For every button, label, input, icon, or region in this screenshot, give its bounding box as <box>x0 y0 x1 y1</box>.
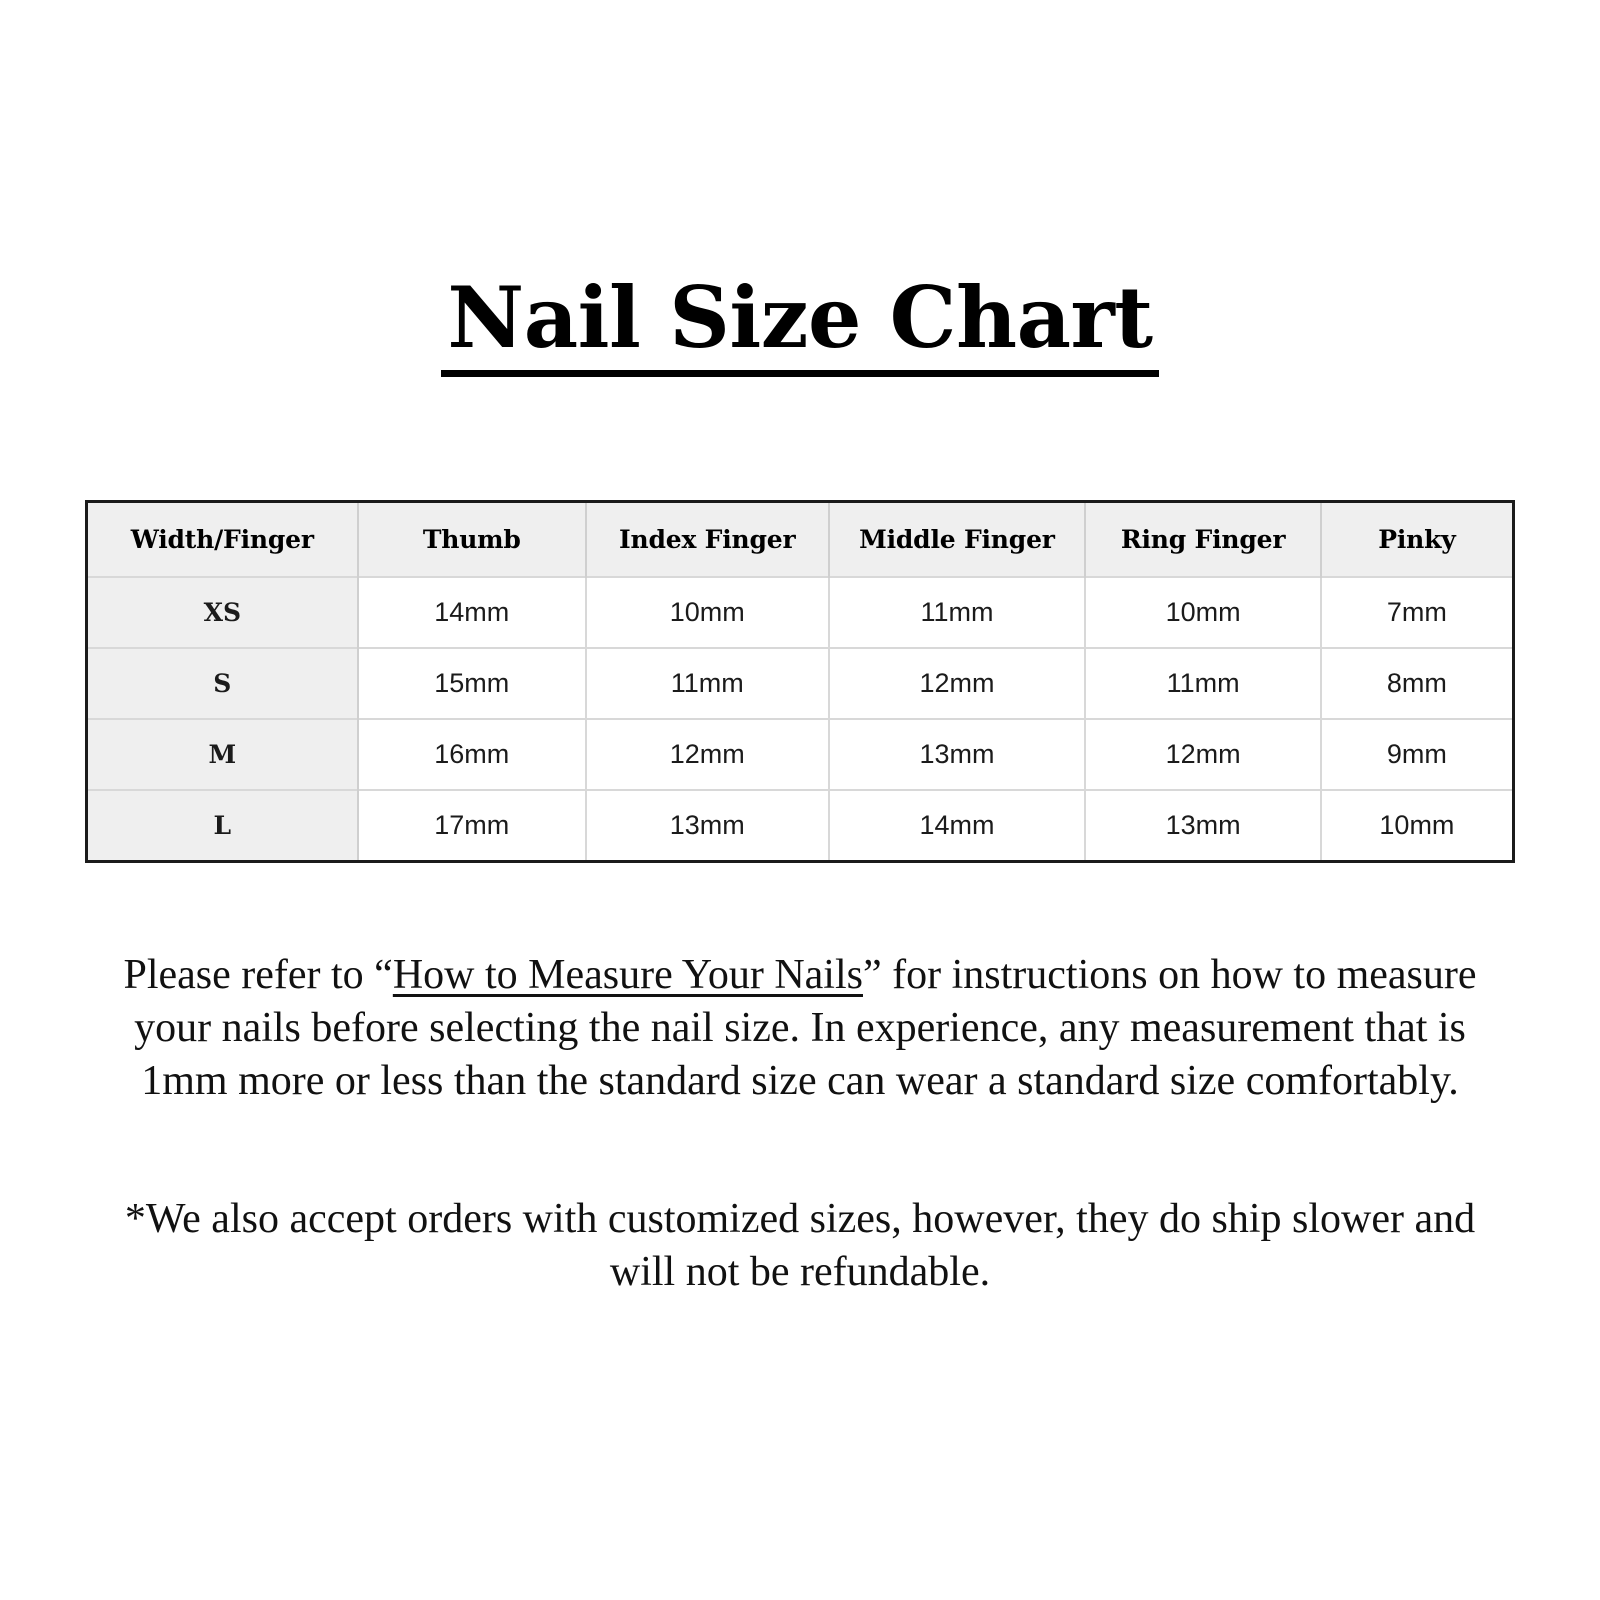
cell-size: L <box>87 790 358 862</box>
notes-section <box>120 949 1480 1300</box>
cell-thumb: 17mm <box>358 790 586 862</box>
table-row <box>87 719 1514 790</box>
column-header-width-finger: Width/Finger <box>87 501 358 577</box>
note-text-after: ” for instructions on how to measure your nails before selecting the nail size. In experience, any measurement that is 1mm more or less than the standard size can wear a standard size comfortably. <box>134 951 1477 1105</box>
column-header-thumb: Thumb <box>358 501 586 577</box>
cell-size: XS <box>87 577 358 648</box>
cell-thumb: 14mm <box>358 577 586 648</box>
table-header-row <box>87 501 1514 577</box>
cell-size: S <box>87 648 358 719</box>
cell-index: 11mm <box>586 648 829 719</box>
cell-thumb: 15mm <box>358 648 586 719</box>
cell-ring: 11mm <box>1085 648 1320 719</box>
column-header-pinky: Pinky <box>1321 501 1514 577</box>
note-text-before: Please refer to “ <box>123 951 393 998</box>
cell-index: 10mm <box>586 577 829 648</box>
cell-size: M <box>87 719 358 790</box>
cell-ring: 12mm <box>1085 719 1320 790</box>
note-measure-instructions <box>120 949 1480 1109</box>
table-row <box>87 577 1514 648</box>
cell-middle: 14mm <box>829 790 1086 862</box>
cell-middle: 11mm <box>829 577 1086 648</box>
cell-index: 12mm <box>586 719 829 790</box>
cell-middle: 13mm <box>829 719 1086 790</box>
cell-thumb: 16mm <box>358 719 586 790</box>
cell-pinky: 8mm <box>1321 648 1514 719</box>
size-table-container <box>85 500 1515 863</box>
note-custom-sizes: *We also accept orders with customized sizes, however, they do ship slower and will not be refundable. <box>124 1195 1476 1296</box>
column-header-index-finger: Index Finger <box>586 501 829 577</box>
table-row <box>87 790 1514 862</box>
cell-pinky: 9mm <box>1321 719 1514 790</box>
column-header-middle-finger: Middle Finger <box>829 501 1086 577</box>
cell-ring: 13mm <box>1085 790 1320 862</box>
cell-middle: 12mm <box>829 648 1086 719</box>
cell-pinky: 7mm <box>1321 577 1514 648</box>
page-title: Nail Size Chart <box>441 274 1158 377</box>
cell-ring: 10mm <box>1085 577 1320 648</box>
cell-pinky: 10mm <box>1321 790 1514 862</box>
how-to-measure-link[interactable]: How to Measure Your Nails <box>392 951 863 998</box>
column-header-ring-finger: Ring Finger <box>1085 501 1320 577</box>
page-title-container <box>0 0 1600 434</box>
table-body <box>87 577 1514 862</box>
cell-index: 13mm <box>586 790 829 862</box>
table-head <box>87 501 1514 577</box>
nail-size-table <box>85 500 1515 863</box>
table-row <box>87 648 1514 719</box>
